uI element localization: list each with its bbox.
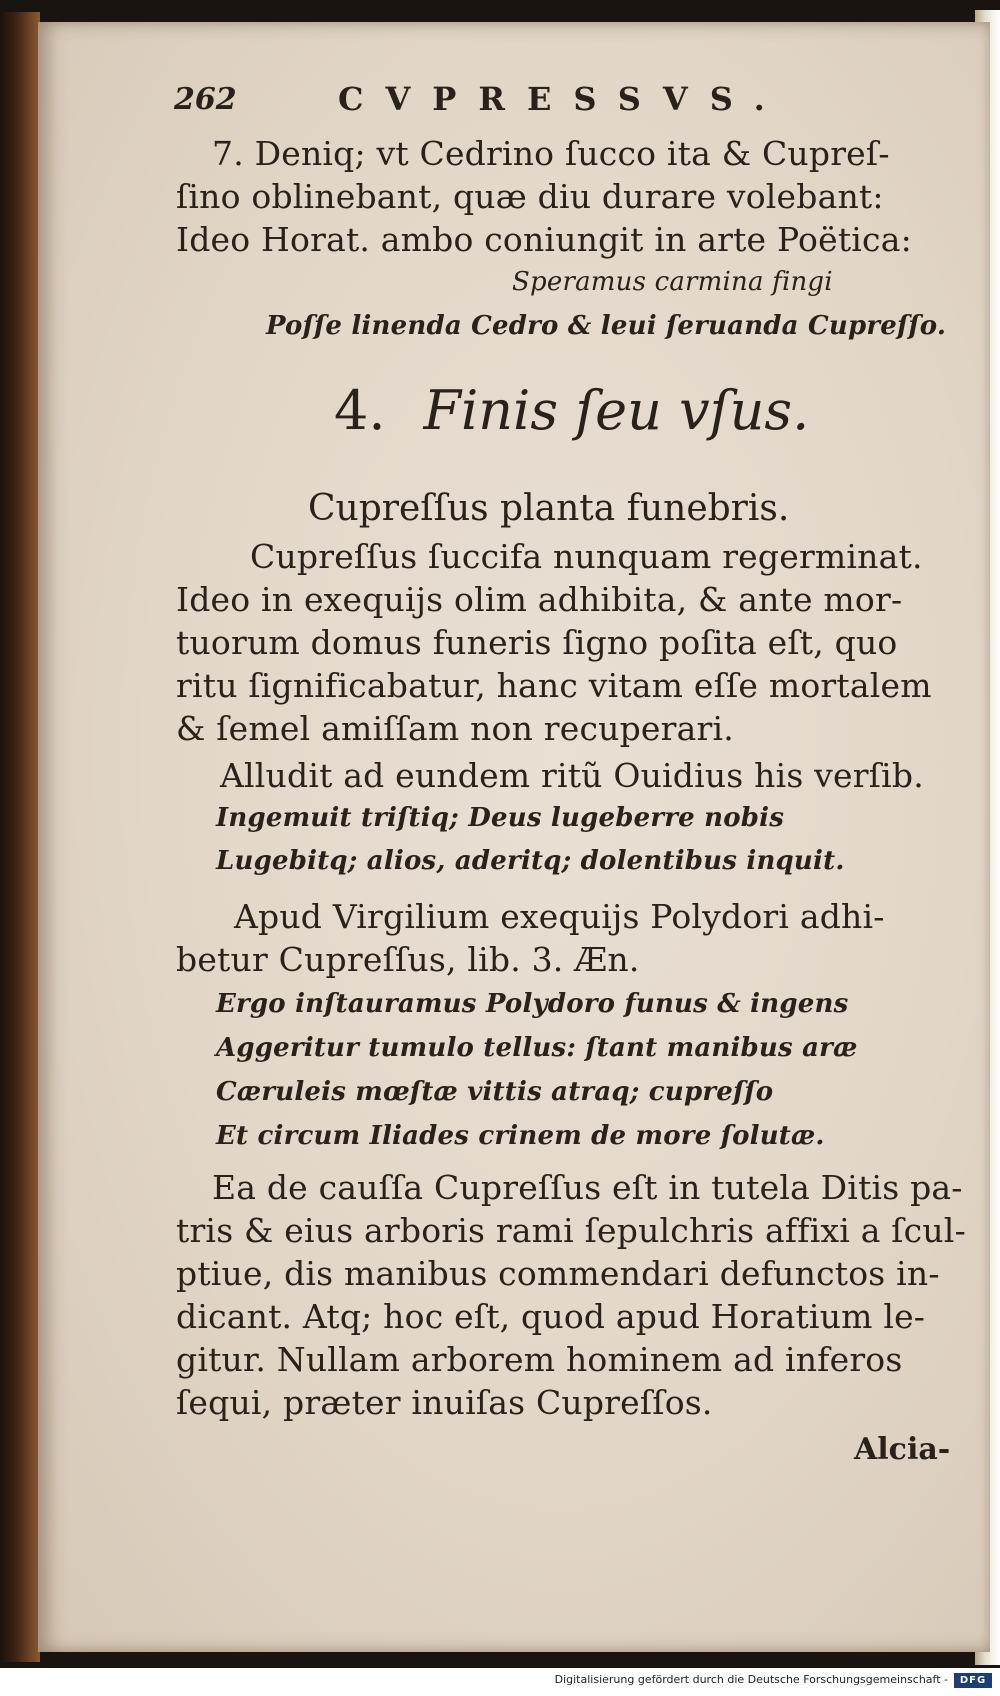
paragraph-line: Ideo in exequijs olim adhibita, & ante mor- bbox=[176, 580, 903, 619]
paragraph-line: ptiue, dis manibus commendari defunctos in- bbox=[176, 1254, 940, 1293]
paragraph-line: ritu ſignificabatur, hanc vitam eſſe mortalem bbox=[176, 666, 932, 705]
paragraph-line: Alludit ad eundem ritũ Ouidius his verſib. bbox=[220, 756, 924, 795]
dfg-logo-icon: DFG bbox=[954, 1673, 992, 1688]
verse-line: Lugebitq; alios, aderitq; dolentibus inquit. bbox=[216, 846, 845, 876]
paragraph-line: betur Cupreſſus, lib. 3. Æn. bbox=[176, 940, 640, 979]
paragraph-line: Cupreſſus ſuccifa nunquam regerminat. bbox=[250, 537, 923, 576]
page-number: 262 bbox=[174, 82, 237, 117]
subtitle: Cupreſſus planta funebris. bbox=[308, 488, 790, 529]
verse-line: Aggeritur tumulo tellus: ſtant manibus aræ bbox=[216, 1033, 858, 1063]
book-binding-edge bbox=[0, 12, 40, 1662]
paragraph-line: & ſemel amiſſam non recuperari. bbox=[176, 709, 734, 748]
catchword: Alcia- bbox=[854, 1432, 951, 1467]
verse-line: Ergo inſtauramus Polydoro funus & ingens bbox=[216, 989, 849, 1019]
paragraph-line: ſequi, præter inuiſas Cupreſſos. bbox=[176, 1383, 713, 1422]
page-text bbox=[38, 22, 990, 1652]
paragraph-line: tris & eius arboris rami ſepulchris affixi a ſcul- bbox=[176, 1211, 966, 1250]
footer-credit: Digitalisierung gefördert durch die Deutsche Forschungsgemeinschaft - bbox=[554, 1673, 948, 1686]
section-number: 4. bbox=[334, 379, 386, 442]
paragraph-line: tuorum domus funeris ſigno poſita eſt, quo bbox=[176, 623, 898, 662]
paragraph-line: Ea de cauſſa Cupreſſus eſt in tutela Ditis pa- bbox=[212, 1168, 963, 1207]
paragraph-line: gitur. Nullam arborem hominem ad inferos bbox=[176, 1340, 903, 1379]
running-head: CVPRESSVS. bbox=[338, 80, 787, 118]
verse-line: Poſſe linenda Cedro & leui ſeruanda Cupreſſo. bbox=[266, 311, 947, 341]
verse-line: Speramus carmina fingi bbox=[512, 267, 833, 297]
section-title: Finis ſeu vſus. bbox=[423, 379, 810, 442]
book-page bbox=[38, 22, 990, 1652]
footer-bar bbox=[0, 1668, 1000, 1696]
section-heading bbox=[334, 376, 809, 446]
paragraph-7-line: 7. Deniq; vt Cedrino ſucco ita & Cupreſ- bbox=[212, 134, 890, 173]
verse-line: Et circum Iliades crinem de more ſolutæ. bbox=[216, 1121, 825, 1151]
paragraph-line: dicant. Atq; hoc eſt, quod apud Horatium le- bbox=[176, 1297, 926, 1336]
paragraph-line: Apud Virgilium exequijs Polydori adhi- bbox=[234, 897, 885, 936]
verse-line: Ingemuit triſtiq; Deus lugeberre nobis bbox=[216, 803, 785, 833]
paragraph-7-line: Ideo Horat. ambo coniungit in arte Poëtica: bbox=[176, 220, 912, 259]
verse-line: Cæruleis mœſtæ vittis atraq; cupreſſo bbox=[216, 1077, 774, 1107]
paragraph-7-line: ſino oblinebant, quæ diu durare volebant: bbox=[176, 177, 884, 216]
